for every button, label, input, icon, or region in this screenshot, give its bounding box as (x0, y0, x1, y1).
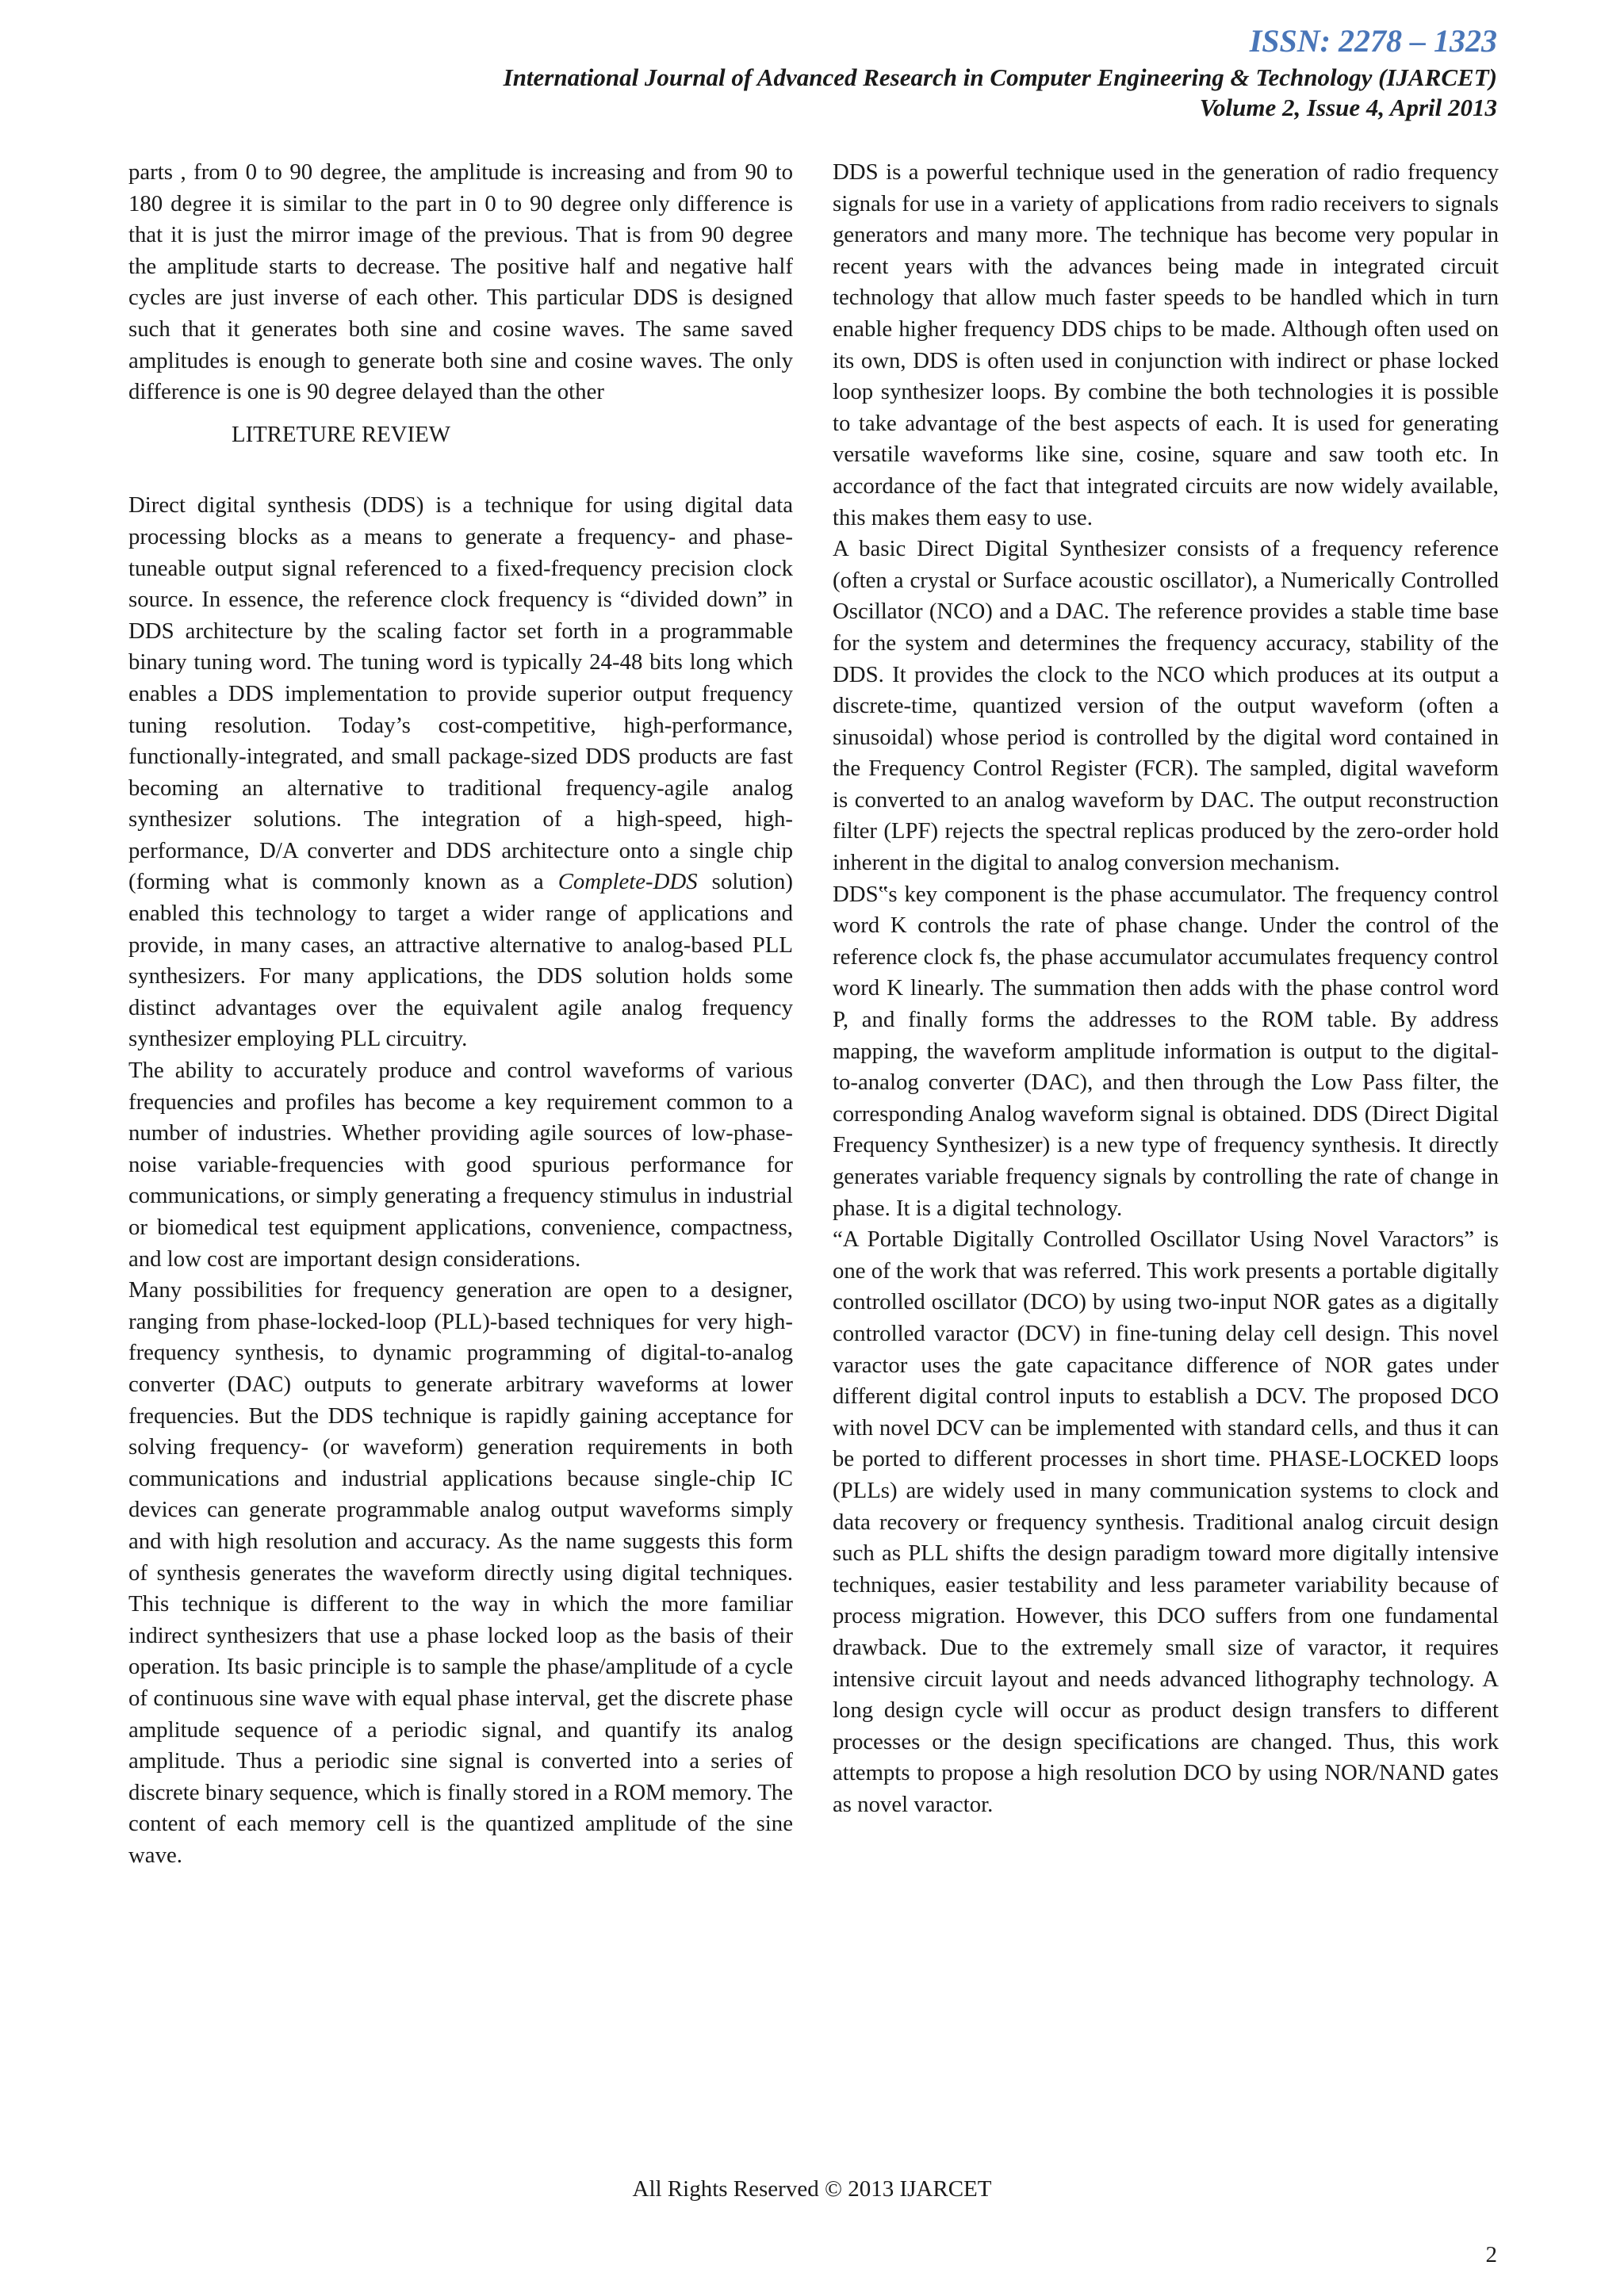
paragraph: Many possibilities for frequency generation are open to a designer, ranging from phase-locked-loop (PLL)-based techniques for very high-frequency synthesis, to dynamic programming of digital-to-analog converter (DAC) outputs to generate arbitrary waveforms at lower frequencies. But the DDS technique is rapidly gaining acceptance for solving frequency- (or waveform) generation requirements in both communications and industrial applications because single-chip IC devices can generate programmable analog output waveforms simply and with high resolution and accuracy. As the name suggests this form of synthesis generates the waveform directly using digital techniques. This technique is different to the way in which the more familiar indirect synthesizers that use a phase locked loop as the basis of their operation. Its basic principle is to sample the phase/amplitude of a cycle of continuous sine wave with equal phase interval, get the discrete phase amplitude sequence of a periodic signal, and quantify its analog amplitude. Thus a periodic sine signal is converted into a series of discrete binary sequence, which is finally stored in a ROM memory. The content of each memory cell is the quantized amplitude of the sine wave. (128, 1277, 793, 1868)
paragraph (128, 490, 793, 1055)
left-column (128, 157, 793, 1871)
journal-title: International Journal of Advanced Research in Computer Engineering & Technology (IJARCET) (503, 63, 1497, 91)
italic-term: Complete-DDS (557, 869, 698, 895)
paragraph: A basic Direct Digital Synthesizer consists of a frequency reference (often a crystal or Surface acoustic oscillator), a Numerically Controlled Oscillator (NCO) and a DAC. The reference provides a stable time base for the system and determines the frequency accuracy, stability of the DDS. It provides the clock to the NCO which produces at its output a discrete-time, quantized version of the output waveform (often a sinusoidal) whose period is controlled by the digital word contained in the Frequency Control Register (FCR). The sampled, digital waveform is converted to an analog waveform by DAC. The output reconstruction filter (LPF) rejects the spectral replicas produced by the zero-order hold inherent in the digital to analog conversion mechanism. (833, 536, 1499, 876)
volume-issue: Volume 2, Issue 4, April 2013 (1199, 94, 1497, 121)
paragraph-text: Direct digital synthesis (DDS) is a technique for using digital data processing blocks as a means to generate a frequency- and phase-tuneable output signal referenced to a fixed-frequency precision clock source. In essence, the reference clock frequency is “divided down” in DDS architecture by the scaling factor set forth in a programmable binary tuning word. The tuning word is typically 24-48 bits long which enables a DDS implementation to provide superior output frequency tuning resolution. Today’s cost-competitive, high-performance, functionally-integrated, and small package-sized DDS products are fast becoming an alternative to traditional frequency-agile analog synthesizer solutions. The integration of a high-speed, high-performance, D/A converter and DDS architecture onto a single chip (forming what is commonly known as a (128, 492, 793, 895)
paragraph-text: solution) enabled this technology to target a wider range of applications and provide, in many cases, an attractive alternative to analog-based PLL synthesizers. For many applications, the DDS solution holds some distinct advantages over the equivalent agile analog frequency synthesizer employing PLL circuitry. (128, 869, 794, 1052)
paragraph: DDS is a powerful technique used in the generation of radio frequency signals for use in a variety of applications from radio receivers to signals generators and many more. The technique has become very popular in recent years with the advances being made in integrated circuit technology that allow much faster speeds to be handled which in turn enable higher frequency DDS chips to be made. Although often used on its own, DDS is often used in conjunction with indirect or phase locked loop synthesizer loops. By combine the both technologies it is possible to take advantage of the best aspects of each. It is used for generating versatile waveforms like sine, cosine, square and saw tooth etc. In accordance of the fact that integrated circuits are now widely available, this makes them easy to use. (833, 159, 1499, 530)
paragraph: The ability to accurately produce and control waveforms of various frequencies and profiles has become a key requirement common to a number of industries. Whether providing agile sources of low-phase-noise variable-frequencies with good spurious performance for communications, or simply generating a frequency stimulus in industrial or biomedical test equipment applications, convenience, compactness, and low cost are important design considerations. (128, 1058, 793, 1272)
paragraph: parts , from 0 to 90 degree, the amplitude is increasing and from 90 to 180 degree it is similar to the part in 0 to 90 degree only difference is that it is just the mirror image of the previous. That is from 90 degree the amplitude starts to decrease. The positive half and negative half cycles are just inverse of each other. This particular DDS is designed such that it generates both sine and cosine waves. The same saved amplitudes is enough to generate both sine and cosine waves. The only difference is one is 90 degree delayed than the other (128, 159, 793, 405)
issn-header: ISSN: 2278 – 1323 (1249, 23, 1497, 59)
copyright-footer: All Rights Reserved © 2013 IJARCET (632, 2176, 992, 2202)
section-heading: LITRETURE REVIEW (232, 421, 450, 447)
page-number: 2 (1485, 2242, 1497, 2267)
right-column (833, 157, 1499, 1820)
paragraph: DDS‟s key component is the phase accumulator. The frequency control word K controls the rate of phase change. Under the control of the reference clock fs, the phase accumulator accumulates frequency control word K linearly. The summation then adds with the phase control word P, and finally forms the addresses to the ROM table. By address mapping, the waveform amplitude information is output to the digital-to-analog converter (DAC), and then through the Low Pass filter, the corresponding Analog waveform signal is obtained. DDS (Direct Digital Frequency Synthesizer) is a new type of frequency synthesis. It directly generates variable frequency signals by controlling the rate of change in phase. It is a digital technology. (833, 881, 1499, 1221)
paragraph: “A Portable Digitally Controlled Oscillator Using Novel Varactors” is one of the work that was referred. This work presents a portable digitally controlled oscillator (DCO) by using two-input NOR gates as a digitally controlled varactor (DCV) in fine-tuning delay cell design. This novel varactor uses the gate capacitance difference of NOR gates under different digital control inputs to establish a DCV. The proposed DCO with novel DCV can be implemented with standard cells, and thus it can be ported to different processes in short time. PHASE-LOCKED loops (PLLs) are widely used in many communication systems to clock and data recovery or frequency synthesis. Traditional analog circuit design such as PLL shifts the design paradigm toward more digitally intensive techniques, easier testability and less parameter variability because of process migration. However, this DCO suffers from one fundamental drawback. Due to the extremely small size of varactor, it requires intensive circuit layout and needs advanced lithography technology. A long design cycle will occur as product design transfers to different processes or the design specifications are changed. Thus, this work attempts to propose a high resolution DCO by using NOR/NAND gates as novel varactor. (833, 1226, 1499, 1817)
